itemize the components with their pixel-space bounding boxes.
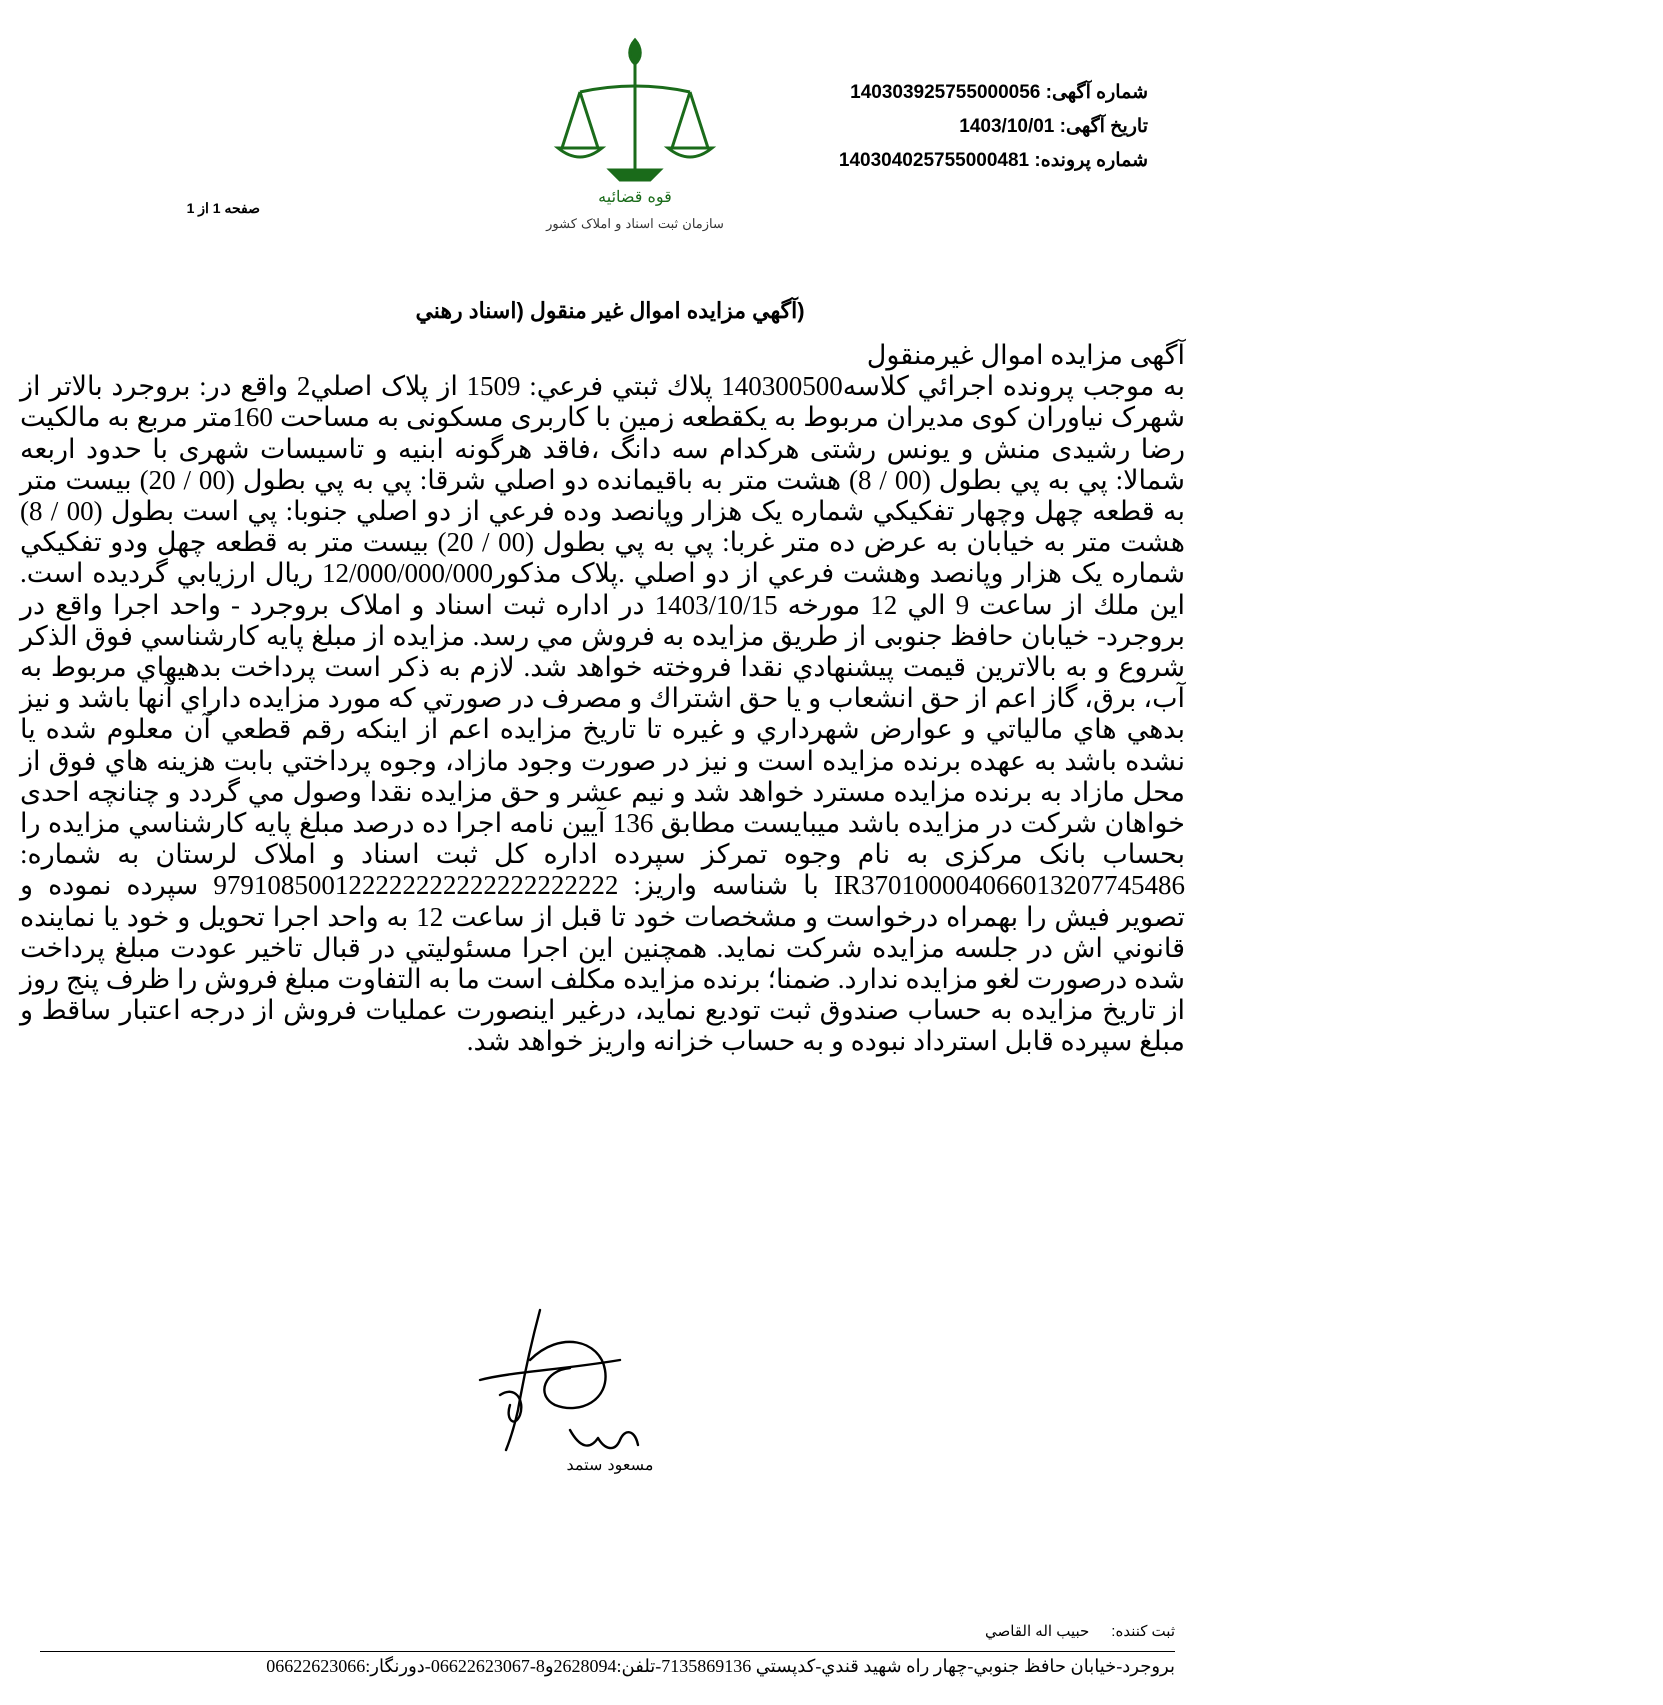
signature — [470, 1300, 690, 1490]
registrar-name: حبيب اله القاصي — [984, 1623, 1090, 1640]
file-number-label: شماره پرونده: — [1034, 150, 1148, 171]
registrar — [930, 1622, 1175, 1640]
judiciary-scales-emblem-icon — [540, 30, 730, 240]
logo-text-judiciary: قوه قضائیه — [598, 187, 672, 206]
registrar-label: ثبت كننده: — [1111, 1623, 1175, 1640]
judiciary-logo — [540, 30, 730, 240]
footer-divider — [40, 1651, 1175, 1652]
logo-text-organization: سازمان ثبت اسناد و املاک کشور — [546, 217, 724, 232]
ad-number-row — [728, 76, 1148, 110]
ad-number-label: شماره آگهی: — [1045, 82, 1148, 103]
ad-number: 140303925755000056 — [850, 82, 1041, 103]
ad-meta — [728, 76, 1148, 178]
document-body — [20, 340, 1185, 1058]
ad-date: 1403/10/01 — [959, 116, 1055, 137]
document-subtitle: آگهی مزایده اموال غیرمنقول — [866, 340, 1185, 370]
ad-date-label: تاریخ آگهی: — [1059, 116, 1148, 137]
footer-address: بروجرد-خيابان حافظ جنوبي-چهار راه شهيد قندي-كدپستي 7135869136-تلفن:2628094و8-06622623067-دورنگار:06622623066 — [266, 1656, 1175, 1676]
handwritten-signature-icon — [470, 1300, 690, 1490]
document-body-text: به موجب پرونده اجرائي كلاسه140300500 پلاك ثبتي فرعي: 1509 از پلاک اصلي2 واقع در: بروجرد بالاتر از شهرک نیاوران کوی مدیران مربوط به یکقطعه زمین با کاربری مسکونی به مساحت 160متر مربع به مالکیت رضا رشیدی منش و یونس رشتی هرکدام سه دانگ ،فاقد هرگونه ابنیه و تاسیسات شهری با حدود اربعه شمالا: پي به پي بطول (00 / 8) هشت متر به باقيمانده دو اصلي شرقا: پي به پي بطول (00 / 20) بيست متر به قطعه چهل وچهار تفكيكي شماره يک هزار وپانصد وده فرعي از دو اصلي جنوبا: پي است بطول (00 / 8) هشت متر به خيابان به عرض ده متر غربا: پي به پي بطول (00 / 20) بيست متر به قطعه چهل ودو تفكيكي شماره يک هزار وپانصد وهشت فرعي از دو اصلي .پلاک مذكور12/000/000/000 ريال ارزيابي گرديده است. اين ملك از ساعت 9 الي 12 مورخه 1403/10/15 در اداره ثبت اسناد و املاک بروجرد - واحد اجرا واقع در بروجرد- خیابان حافظ جنوبی از طريق مزايده به فروش مي رسد. مزايده از مبلغ پايه كارشناسي فوق الذكر شروع و به بالاترين قيمت پيشنهادي نقدا فروخته خواهد شد. لازم به ذكر است پرداخت بدهيهاي مربوط به آب، برق، گاز اعم از حق انشعاب و يا حق اشتراك و مصرف در صورتي كه مورد مزايده داراي آنها باشد و نيز بدهي هاي مالياتي و عوارض شهرداري و غيره تا تاريخ مزايده اعم از اينكه رقم قطعي آن معلوم شده يا نشده باشد به عهده برنده مزايده است و نيز در صورت وجود مازاد، وجوه پرداختي بابت هزينه هاي فوق از محل مازاد به برنده مزايده مسترد خواهد شد و نيم عشر و حق مزايده نقدا وصول مي گردد و چنانچه احدی خواهان شرکت در مزايده باشد ميبايست مطابق 136 آيين نامه اجرا ده درصد مبلغ پايه كارشناسي مزايده را بحساب بانک مرکزی به نام وجوه تمرکز سپرده اداره كل ثبت اسناد و املاک لرستان به شماره: IR370100004066013207745486 با شناسه واریز: 979108500122222222222222222222 سپرده نموده و تصوير فيش را بهمراه درخواست و مشخصات خود تا قبل از ساعت 12 به واحد اجرا تحويل و خود يا نماينده قانوني اش در جلسه مزايده شركت نمايد. همچنين اين اجرا مسئوليتي در قبال تاخير عودت مبلغ پرداخت شده درصورت لغو مزايده ندارد. ضمنا؛ برنده مزايده مكلف است ما به التفاوت مبلغ فروش را ظرف پنج روز از تاريخ مزايده به حساب صندوق ثبت توديع نمايد، درغير اينصورت عمليات فروش از درجه اعتبار ساقط و مبلغ سپرده قابل استرداد نبوده و به حساب خزانه واريز خواهد شد. — [20, 371, 1186, 1057]
file-number-row — [728, 144, 1148, 178]
document-title: (آگهي مزايده اموال غير منقول (اسناد رهني — [415, 298, 805, 323]
page-info: صفحه 1 از 1 — [186, 200, 260, 216]
file-number: 140304025755000481 — [838, 150, 1030, 171]
ad-date-row — [728, 110, 1148, 144]
signature-text: مسعود ستمد — [566, 1455, 654, 1474]
